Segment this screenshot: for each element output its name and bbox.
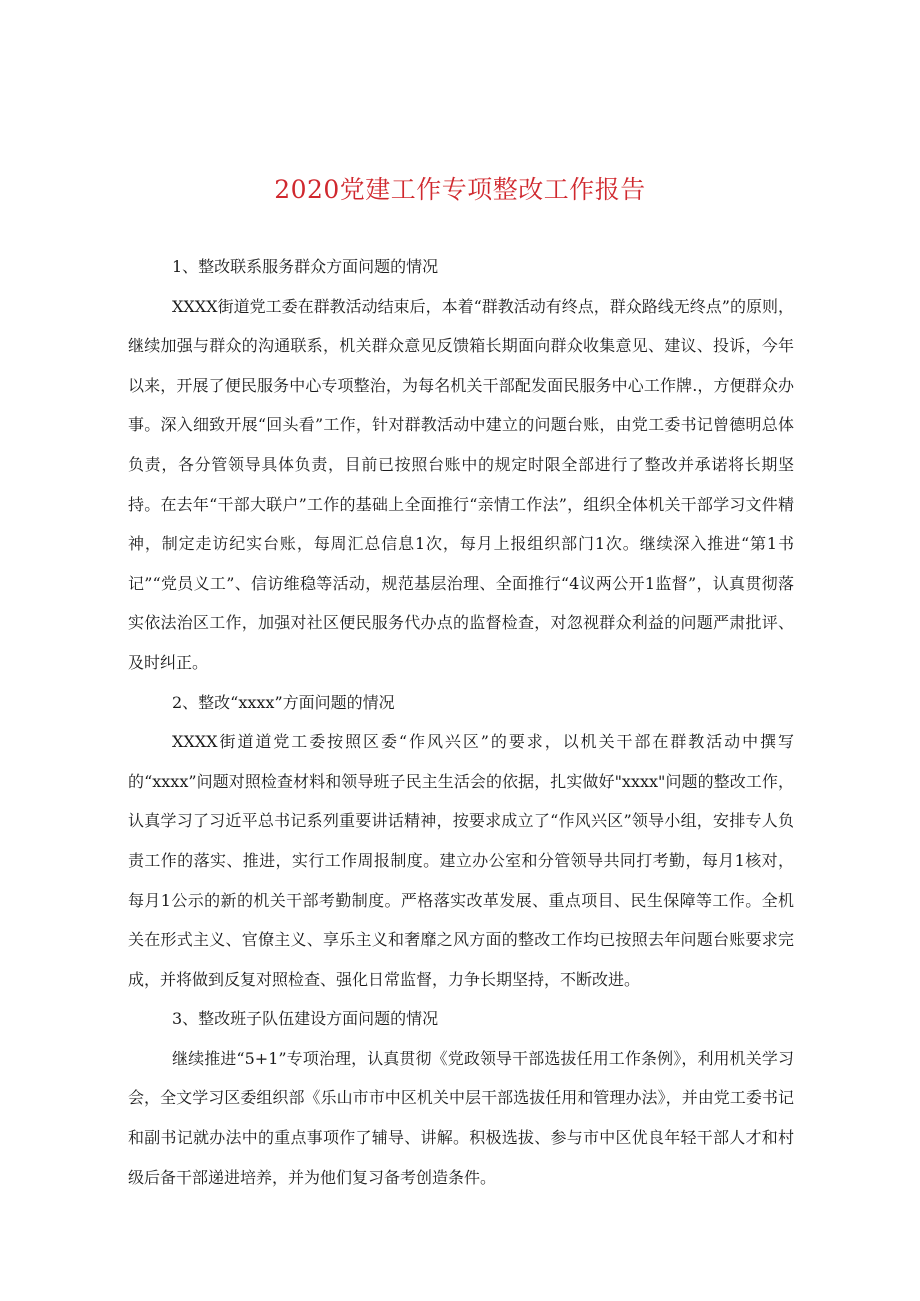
section-paragraph-2: XXXX街道道党工委按照区委“作风兴区”的要求，以机关干部在群教活动中撰写的“xxxx”问题对照检查材料和领导班子民主生活会的依据，扎实做好"xxxx"问题的整改工作，认真学习了习近平总书记系列重要讲话精神，按要求成立了“作风兴区”领导小组，安排专人负责工作的落实、推进，实行工作周报制度。建立办公室和分管领导共同打考勤，每月1核对，每月1公示的新的机关干部考勤制度。严格落实改革发展、重点项目、民生保障等工作。全机关在形式主义、官僚主义、享乐主义和奢靡之风方面的整改工作均已按照去年问题台账要求完成，并将做到反复对照检查、强化日常监督，力争长期坚持，不断改进。 [128,732,794,989]
section-heading-2: 2、整改“xxxx”方面问题的情况 [172,692,395,712]
section-heading-3: 3、整改班子队伍建设方面问题的情况 [172,1009,439,1029]
document-body [128,247,794,1197]
document-title: 2020党建工作专项整改工作报告 [274,175,646,204]
section-paragraph-1: XXXX街道党工委在群教活动结束后，本着“群教活动有终点，群众路线无终点”的原则，继续加强与群众的沟通联系，机关群众意见反馈箱长期面向群众收集意见、建议、投诉，今年以来，开展了便民服务中心专项整治，为每名机关干部配发面民服务中心工作牌.，方便群众办事。深入细致开展“回头看”工作，针对群教活动中建立的问题台账，由党工委书记曾德明总体负责，各分管领导具体负责，目前已按照台账中的规定时限全部进行了整改并承诺将长期坚持。在去年“干部大联户”工作的基础上全面推行“亲情工作法”，组织全体机关干部学习文件精神，制定走访纪实台账，每周汇总信息1次，每月上报组织部门1次。继续深入推进“第1书记”“党员义工”、信访维稳等活动，规范基层治理、全面推行“4议两公开1监督”，认真贯彻落实依法治区工作，加强对社区便民服务代办点的监督检查，对忽视群众利益的问题严肃批评、及时纠正。 [128,296,794,672]
section-heading-1: 1、整改联系服务群众方面问题的情况 [172,257,439,276]
section-paragraph-3: 继续推进“5+1”专项治理，认真贯彻《党政领导干部选拔任用工作条例》，利用机关学习会，全文学习区委组织部《乐山市市中区机关中层干部选拔任用和管理办法》，并由党工委书记和副书记就办法中的重点事项作了辅导、讲解。积极选拔、参与市中区优良年轻干部人才和村级后备干部递进培养，并为他们复习备考创造条件。 [128,1048,794,1187]
